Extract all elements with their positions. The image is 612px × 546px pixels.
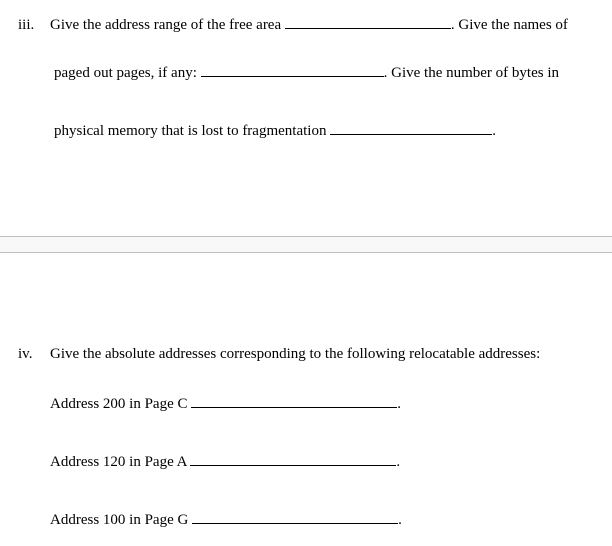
fragmentation-answer-blank[interactable] <box>330 121 492 135</box>
address-item-1 <box>50 394 401 413</box>
part-iii-line-3-tail: . <box>492 123 496 139</box>
address-item-tail: . <box>398 512 402 528</box>
address-answer-blank[interactable] <box>192 510 398 524</box>
address-item-3 <box>50 510 402 529</box>
part-iii-line-2 <box>54 63 559 82</box>
address-answer-blank[interactable] <box>190 452 396 466</box>
address-item-label: Address 100 in Page G <box>50 512 189 528</box>
paged-out-pages-answer-blank[interactable] <box>201 63 384 77</box>
part-iv-number: iv. <box>18 346 33 362</box>
part-iii-line-1-tail: . Give the names of <box>450 17 568 33</box>
part-iv-prompt <box>18 345 540 363</box>
address-item-label: Address 200 in Page C <box>50 396 188 412</box>
part-iii-question-2: paged out pages, if any: <box>54 65 197 81</box>
address-item-tail: . <box>397 396 401 412</box>
free-area-answer-blank[interactable] <box>285 15 451 29</box>
part-iii-question-1: Give the address range of the free area <box>50 17 282 33</box>
page-break <box>0 236 612 253</box>
part-iii-question-3: physical memory that is lost to fragmentation <box>54 123 327 139</box>
address-answer-blank[interactable] <box>191 394 397 408</box>
address-item-tail: . <box>396 454 401 470</box>
address-item-label: Address 120 in Page A <box>50 454 187 470</box>
part-iii-line-2-tail: . Give the number of bytes in <box>383 65 560 81</box>
address-item-2 <box>50 452 400 471</box>
part-iv-question: Give the absolute addresses corresponding to the following relocatable addresses: <box>50 346 541 362</box>
part-iii-number: iii. <box>18 17 35 33</box>
part-iii-line-1 <box>18 15 568 34</box>
part-iii-line-3 <box>54 121 496 140</box>
